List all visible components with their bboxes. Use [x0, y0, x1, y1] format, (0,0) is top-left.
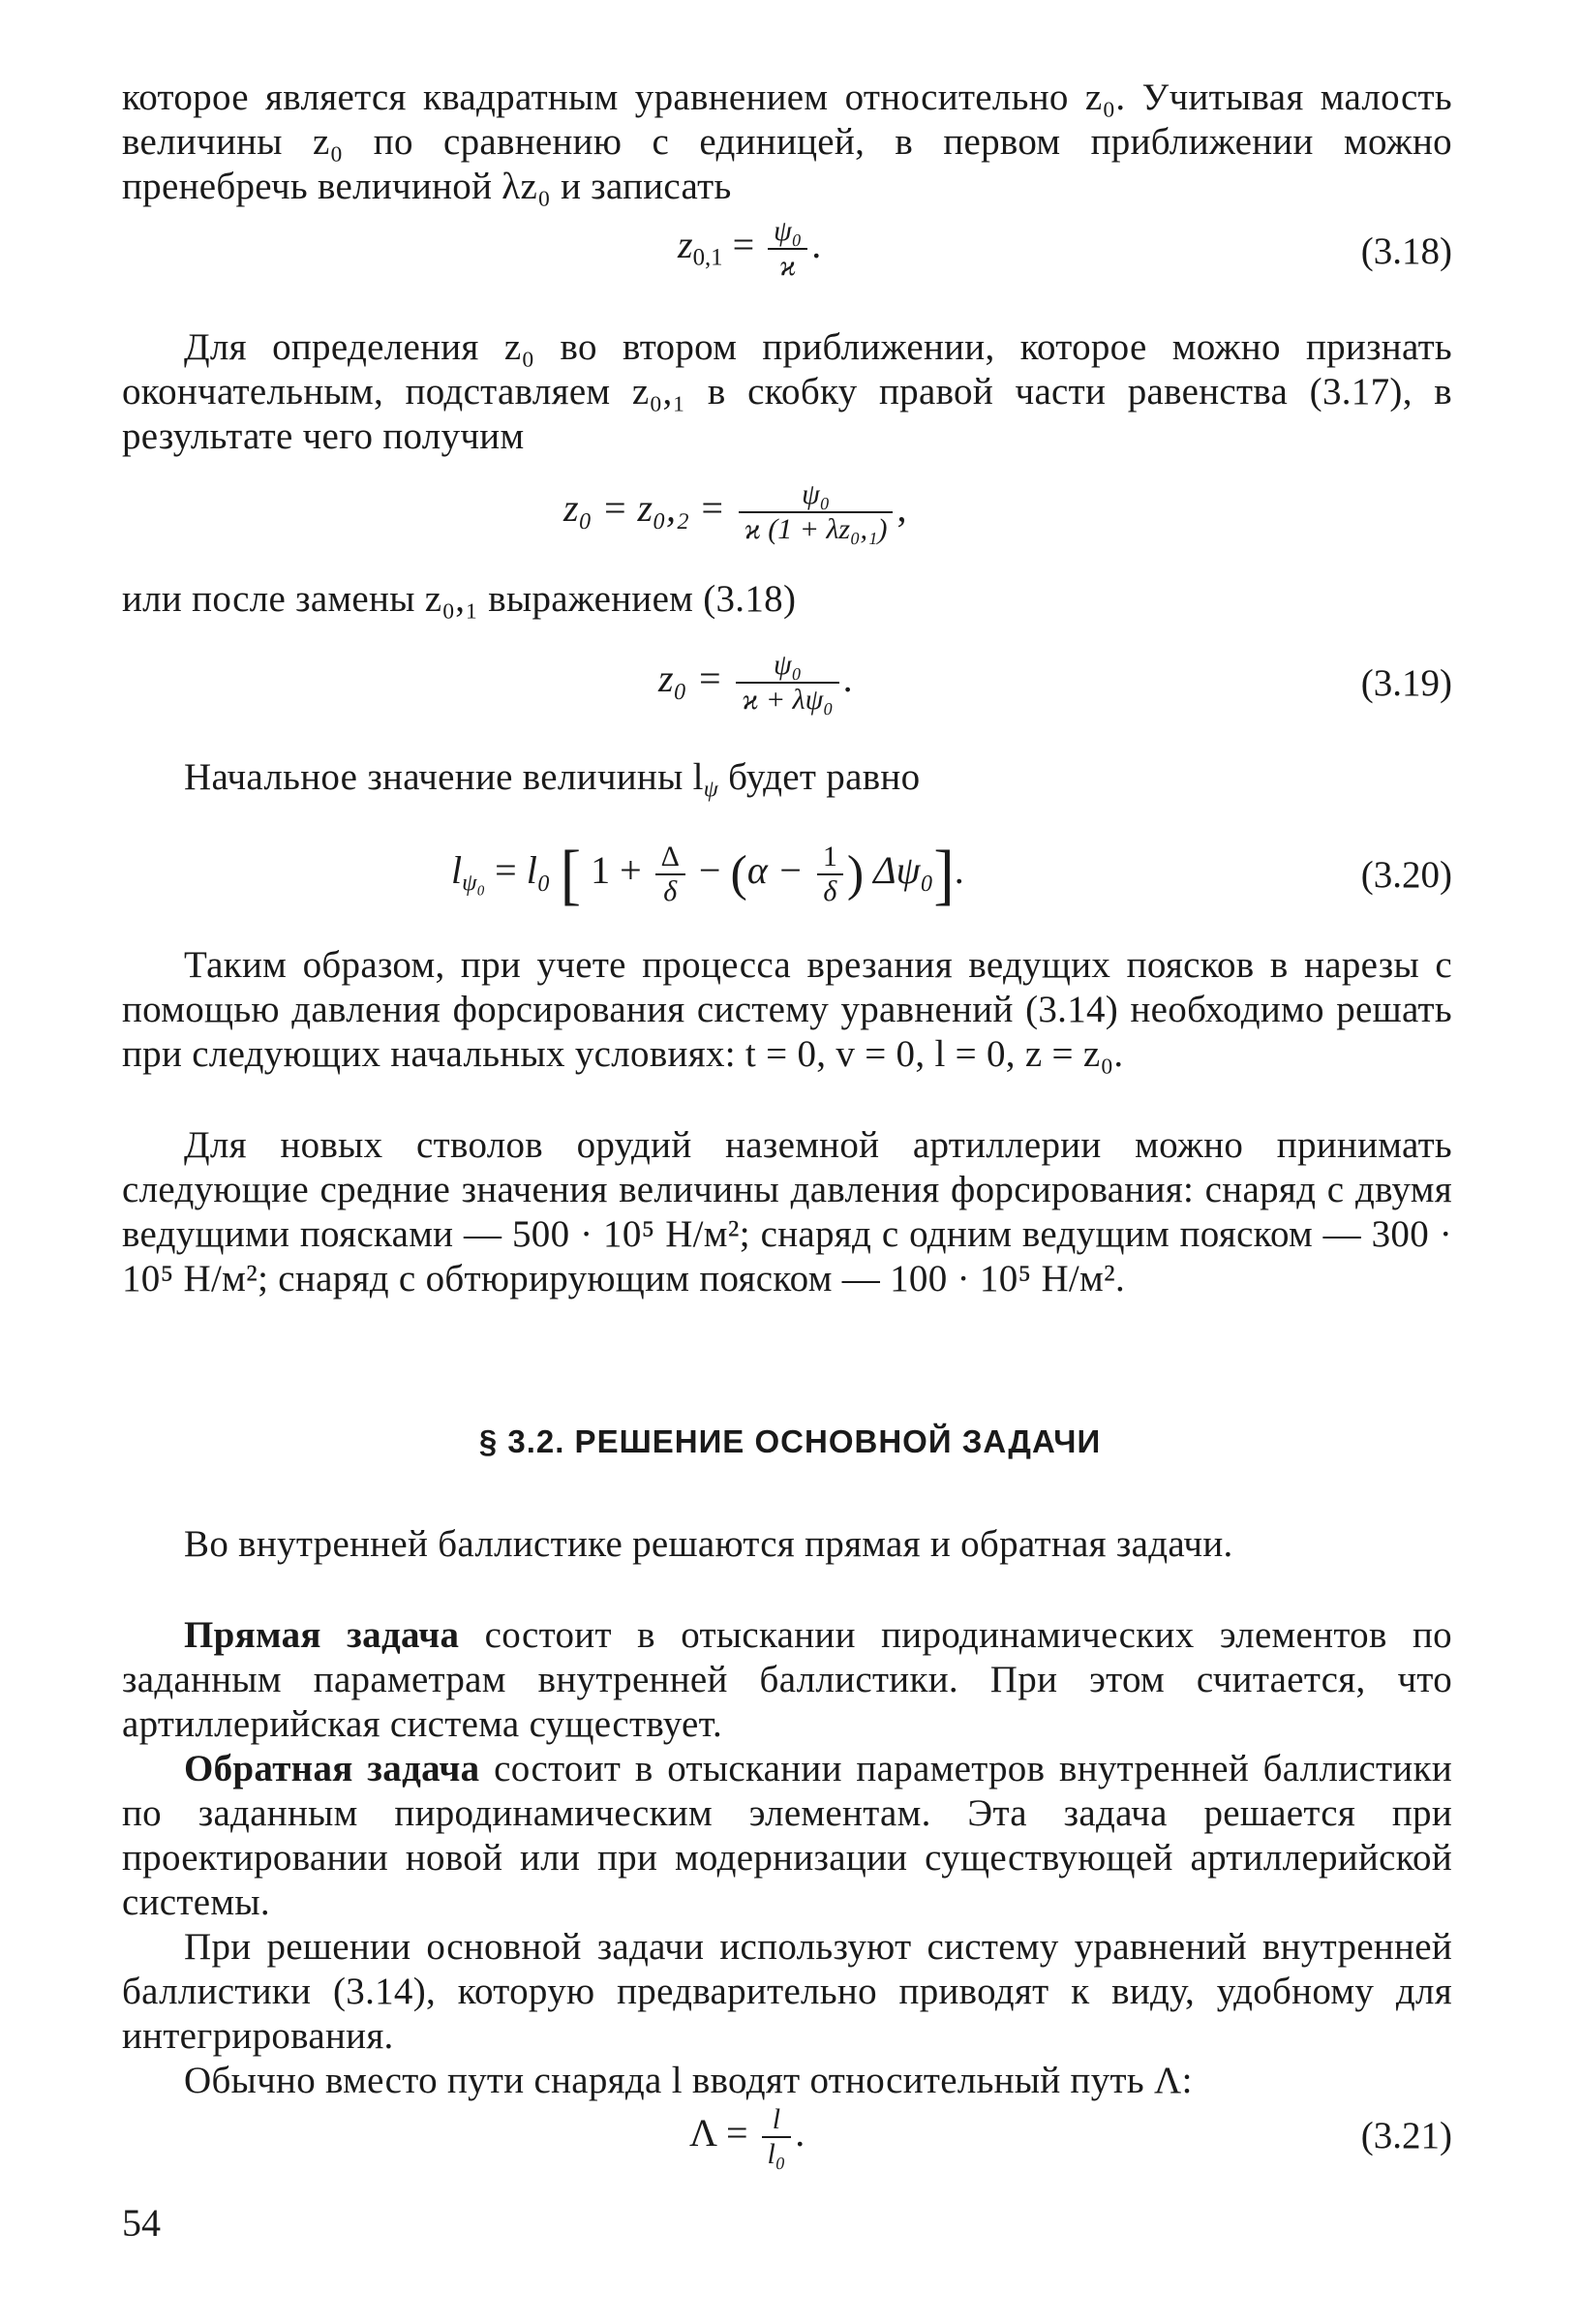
equation-number-3-19: (3.19) [1360, 662, 1452, 704]
page-number: 54 [122, 2201, 161, 2245]
paragraph-replacement: или после замены z₀,₁ выражением (3.18) [122, 578, 797, 620]
equation-number-3-18: (3.18) [1360, 230, 1452, 272]
equation-3-19: z₀ = $\frac{\text{ψ₀}}{\text{ϰ + λψ₀}}$ . [658, 649, 853, 716]
paragraph-main-problem: При решении основной задачи используют систему уравнений внутренней баллистики (3.14), которую предварительно приводят к виду, удобному для интегрирования. [122, 1926, 1452, 2057]
paragraph-second-approximation: Для определения z₀ во втором приближении, которое можно признать окончательным, подставляем z₀,₁ в скобку правой части равенства (3.17), в результате чего получим [122, 326, 1452, 457]
equation-z0-second: z₀ = z₀,₂ = $\frac{\text{ψ₀}}{\text{ϰ (1 + λz₀,₁)}}$ , [563, 478, 907, 545]
paragraph-direct-problem: Прямая задача состоит в отыскании пиродинамических элементов по заданным параметрам внутренней баллистики. При этом считается, что артиллерийская система существует. [122, 1614, 1452, 1745]
fraction: $\frac{\text{ψ₀}}{\text{ϰ + λψ₀}}$ [736, 649, 838, 717]
paragraph-quadratic: которое является квадратным уравнением относительно z₀. Учитывая малость величины z₀ по сравнению с единицей, в первом приближении можно пренебречь величиной λz₀ и записать [122, 76, 1452, 207]
fraction: $\frac{\text{ψ₀}}{ϰ}$ [768, 215, 807, 283]
paragraph-forcing-pressure: Для новых стволов орудий наземной артиллерии можно принимать следующие средние значения величины давления форсирования: снаряд с двумя ведущими поясками — 500 · 10⁵ Н/м²; снаряд с одним ведущим пояском — 300 · 10⁵ Н/м²; снаряд с обтюрирующим пояском — 100 · 10⁵ Н/м². [122, 1124, 1452, 1300]
fraction: $\frac{\text{ψ₀}}{\text{ϰ (1 + λz₀,₁)}}$ [739, 478, 894, 546]
equation-3-21: Λ = $\frac{l}{\text{l₀}}$ . [689, 2103, 805, 2170]
fraction: $\frac{l}{\text{l₀}}$ [762, 2103, 792, 2171]
section-heading: § 3.2. РЕШЕНИЕ ОСНОВНОЙ ЗАДАЧИ [478, 1423, 1102, 1459]
paragraph-problems-intro: Во внутренней баллистике решаются прямая и обратная задачи. [184, 1523, 1233, 1565]
equation-number-3-21: (3.21) [1360, 2115, 1452, 2156]
fraction: $\frac{\Delta}{\delta}$ [655, 841, 685, 908]
paragraph-relative-path: Обычно вместо пути снаряда l вводят относительный путь Λ: [184, 2060, 1193, 2101]
equation-3-18: $z_{0,1}$ = $\frac{\text{ψ₀}}{ϰ}$ . [678, 215, 822, 282]
paragraph-initial-value: Начальное значение величины $l_\psi$ будет равно [184, 756, 921, 803]
paragraph-initial-conditions: Таким образом, при учете процесса врезания ведущих поясков в нарезы с помощью давления форсирования систему уравнений (3.14) необходимо решать при следующих начальных условиях: t = 0, v = 0, l = 0, z = z₀. [122, 944, 1452, 1075]
paragraph-inverse-problem: Обратная задача состоит в отыскании параметров внутренней баллистики по заданным пиродинамическим элементам. Эта задача решается при проектировании новой или при модернизации существующей артиллерийской системы. [122, 1748, 1452, 1923]
equation-3-20: $l_{\psi_0} = l_0$ [ 1 + $\frac{\Delta}{\delta}$ − (α − $\frac{1}{\delta}$ ) Δψ₀]. [451, 836, 964, 912]
equation-number-3-20: (3.20) [1360, 854, 1452, 896]
fraction: $\frac{1}{\delta}$ [817, 841, 843, 908]
